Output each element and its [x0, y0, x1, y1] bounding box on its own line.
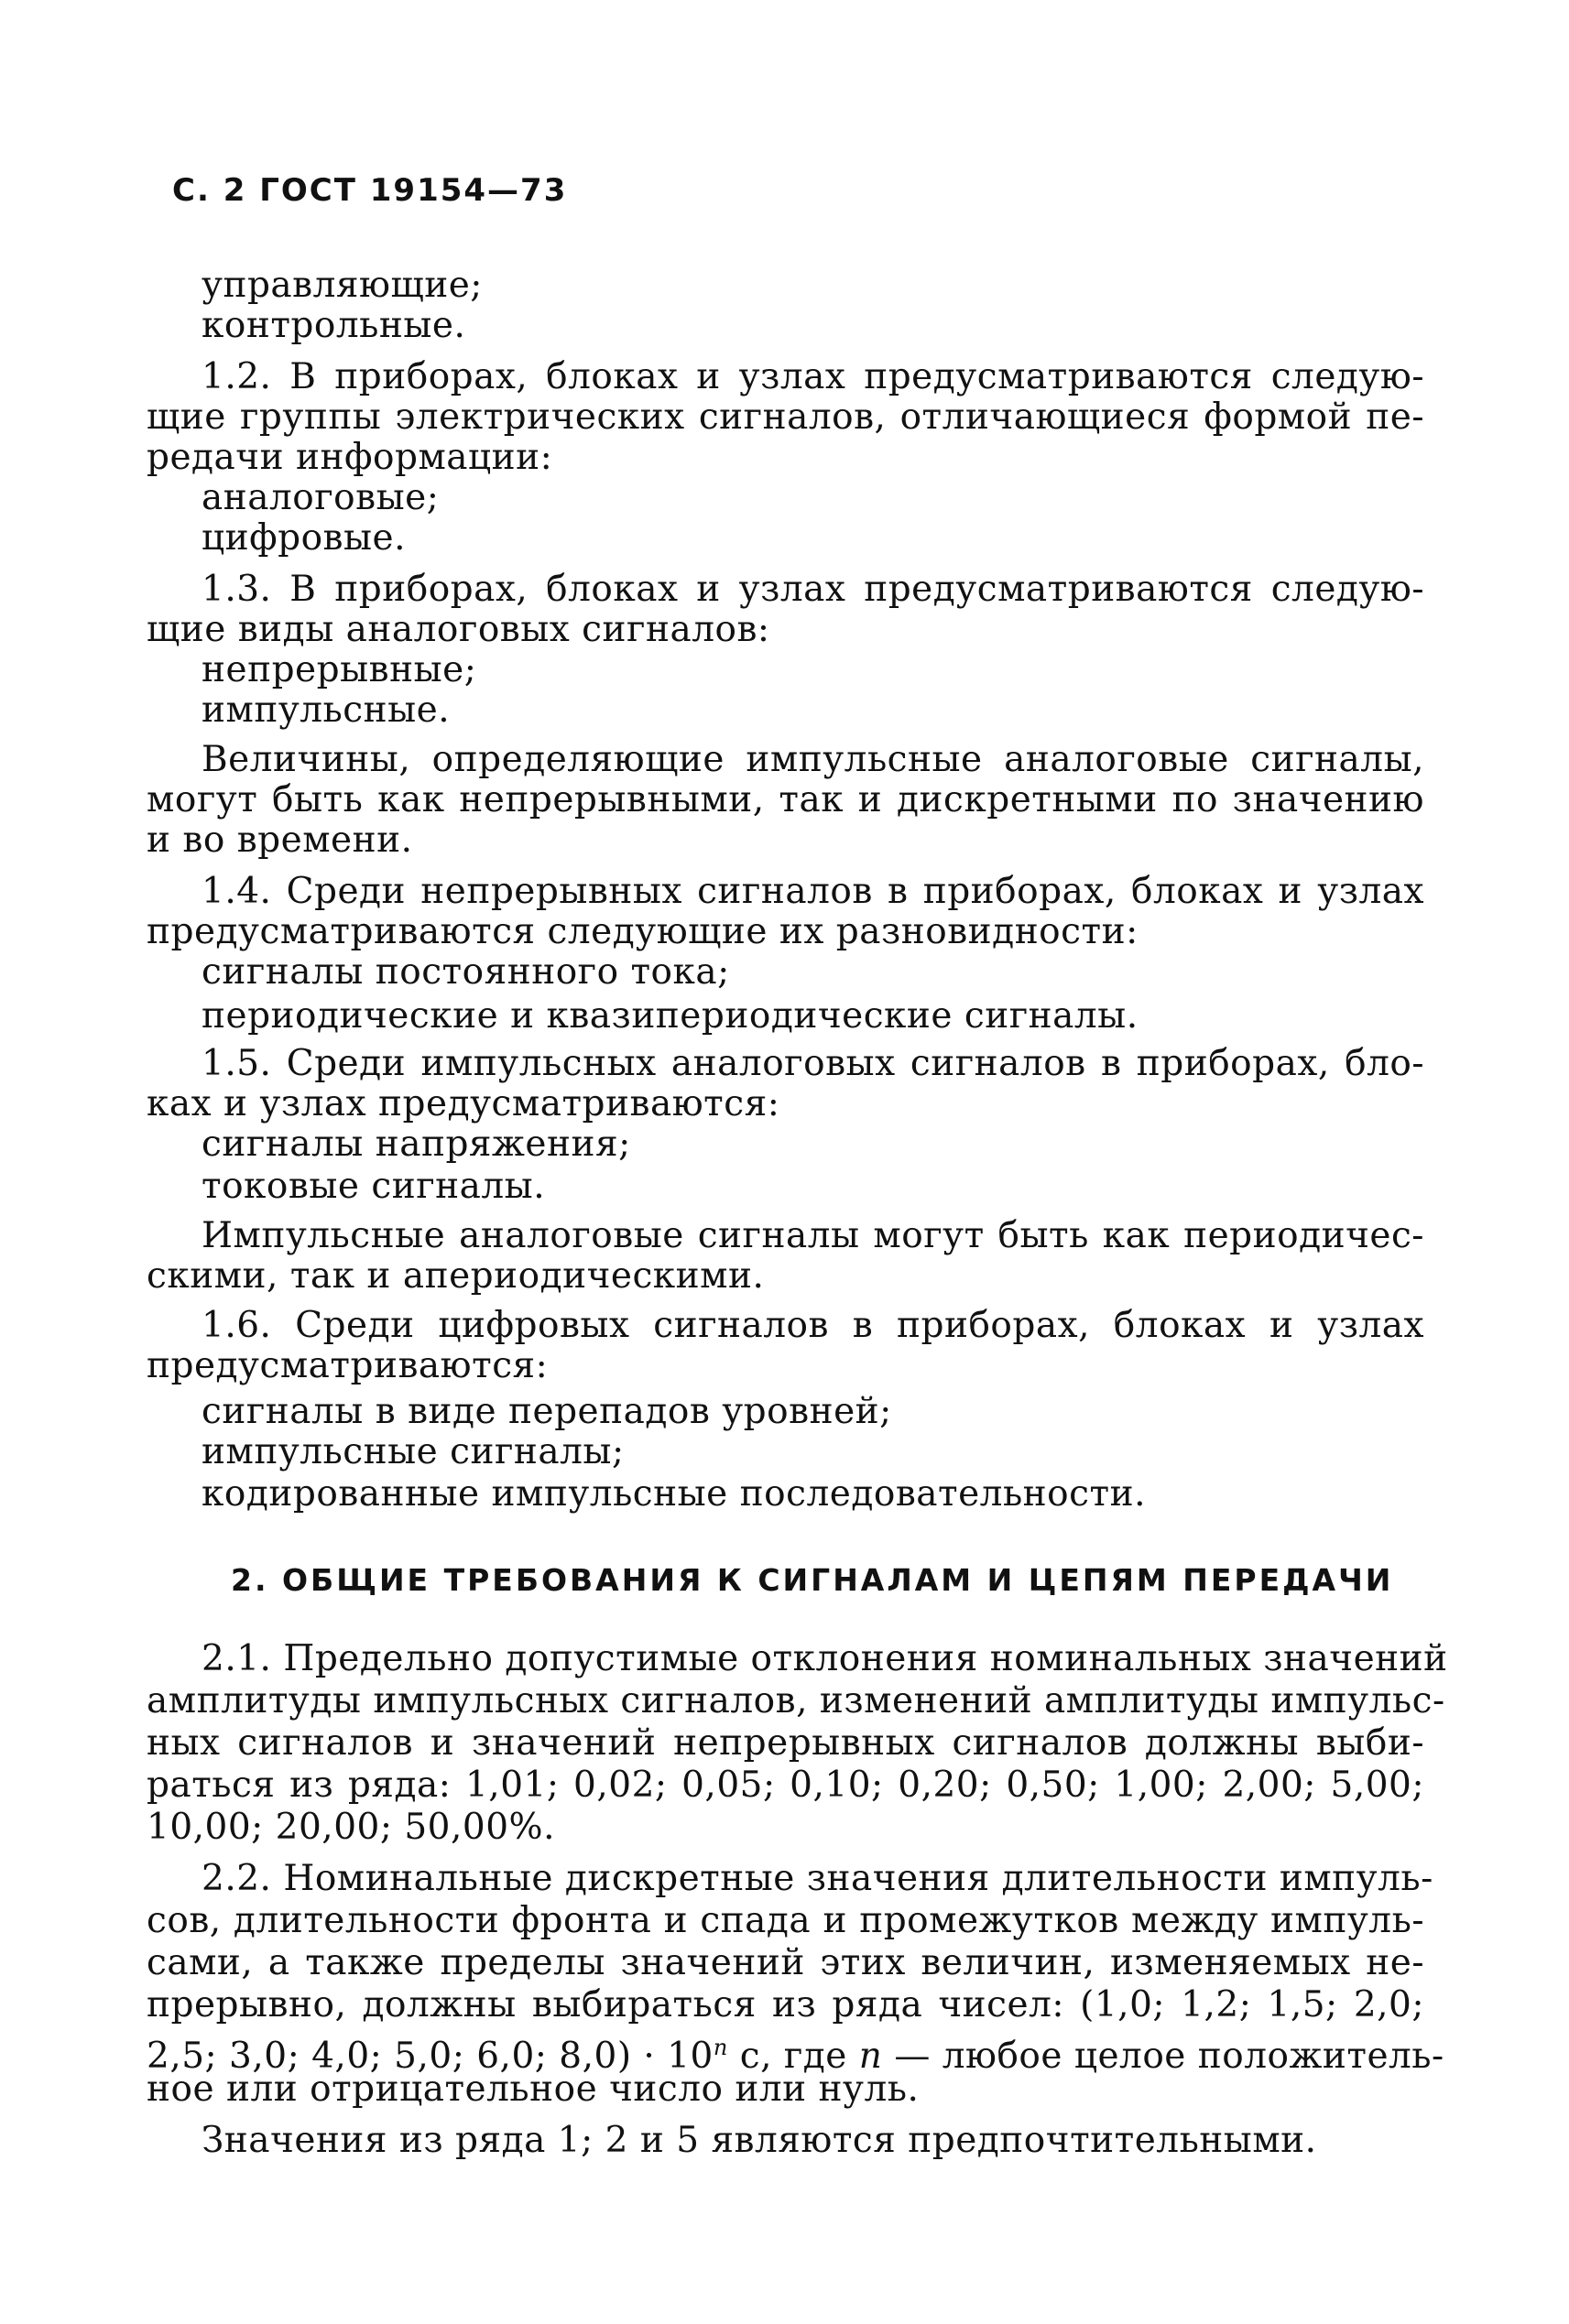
list-item: сигналы напряжения; [202, 1124, 631, 1165]
paragraph-2-1-line: 2.1. Предельно допустимые отклонения номинальных значений [202, 1638, 1448, 1679]
list-item: импульсные сигналы; [202, 1431, 625, 1472]
list-item: непрерывные; [202, 649, 477, 690]
paragraph-1-2-line: щие группы электрических сигналов, отличающиеся формой пе- [147, 396, 1424, 438]
list-item: токовые сигналы. [202, 1166, 546, 1207]
list-item: сигналы постоянного тока; [202, 951, 730, 993]
exponent: n [713, 2035, 728, 2060]
formula-text: с, где [727, 2036, 859, 2077]
paragraph-2-2-line: прерывно, должны выбираться из ряда чисел: (1,0; 1,2; 1,5; 2,0; [147, 1984, 1424, 2025]
paragraph-1-3-line: щие виды аналоговых сигналов: [147, 609, 770, 650]
paragraph-1-3-line: 1.3. В приборах, блоках и узлах предусматриваются следую- [202, 569, 1424, 610]
paragraph-line: и во времени. [147, 820, 413, 861]
paragraph-1-2-line: редачи информации: [147, 437, 553, 478]
text-line: контрольные. [202, 305, 466, 346]
paragraph-line: могут быть как непрерывными, так и дискретными по значению [147, 779, 1424, 820]
formula-text: — любое целое положитель- [882, 2036, 1444, 2077]
paragraph-1-2-line: 1.2. В приборах, блоках и узлах предусматриваются следую- [202, 356, 1424, 397]
formula-text: 2,5; 3,0; 4,0; 5,0; 6,0; 8,0) · 10 [147, 2036, 714, 2077]
list-item: импульсные. [202, 690, 451, 731]
paragraph-line: Значения из ряда 1; 2 и 5 являются предпочтительными. [202, 2120, 1317, 2161]
variable: n [858, 2036, 883, 2077]
paragraph-line: скими, так и апериодическими. [147, 1255, 765, 1297]
paragraph-line: Величины, определяющие импульсные аналоговые сигналы, [202, 739, 1424, 780]
paragraph-2-1-line: амплитуды импульсных сигналов, изменений амплитуды импульс- [147, 1680, 1445, 1721]
paragraph-1-6-line: 1.6. Среди цифровых сигналов в приборах, блоках и узлах [202, 1305, 1424, 1346]
paragraph-2-2-line: 2.2. Номинальные дискретные значения длительности импуль- [202, 1858, 1433, 1899]
list-item: аналоговые; [202, 477, 440, 518]
text-line: управляющие; [202, 265, 483, 306]
paragraph-line: Импульсные аналоговые сигналы могут быть как периодичес- [202, 1215, 1424, 1256]
paragraph-2-2-line: сами, а также пределы значений этих величин, изменяемых не- [147, 1942, 1424, 1983]
list-item: периодические и квазипериодические сигналы. [202, 995, 1139, 1037]
paragraph-1-4-line: предусматриваются следующие их разновидности: [147, 911, 1139, 952]
paragraph-1-6-line: предусматриваются: [147, 1345, 549, 1386]
paragraph-1-5-line: 1.5. Среди импульсных аналоговых сигналов в приборах, бло- [202, 1043, 1424, 1084]
page-header: С. 2 ГОСТ 19154—73 [172, 172, 568, 209]
paragraph-2-2-line: ное или отрицательное число или нуль. [147, 2069, 920, 2110]
section-heading: 2. ОБЩИЕ ТРЕБОВАНИЯ К СИГНАЛАМ И ЦЕПЯМ ПЕРЕДАЧИ [231, 1562, 1394, 1598]
paragraph-2-1-line: раться из ряда: 1,01; 0,02; 0,05; 0,10; 0,20; 0,50; 1,00; 2,00; 5,00; [147, 1765, 1424, 1806]
paragraph-1-5-line: ках и узлах предусматриваются: [147, 1083, 780, 1124]
list-item: кодированные импульсные последовательности. [202, 1473, 1146, 1515]
paragraph-2-2-line: сов, длительности фронта и спада и промежутков между импуль- [147, 1900, 1424, 1941]
paragraph-1-4-line: 1.4. Среди непрерывных сигналов в приборах, блоках и узлах [202, 871, 1424, 912]
paragraph-2-1-line: ных сигналов и значений непрерывных сигналов должны выби- [147, 1722, 1424, 1764]
list-item: сигналы в виде перепадов уровней; [202, 1391, 892, 1432]
paragraph-2-1-line: 10,00; 20,00; 50,00%. [147, 1807, 555, 1848]
list-item: цифровые. [202, 517, 407, 559]
